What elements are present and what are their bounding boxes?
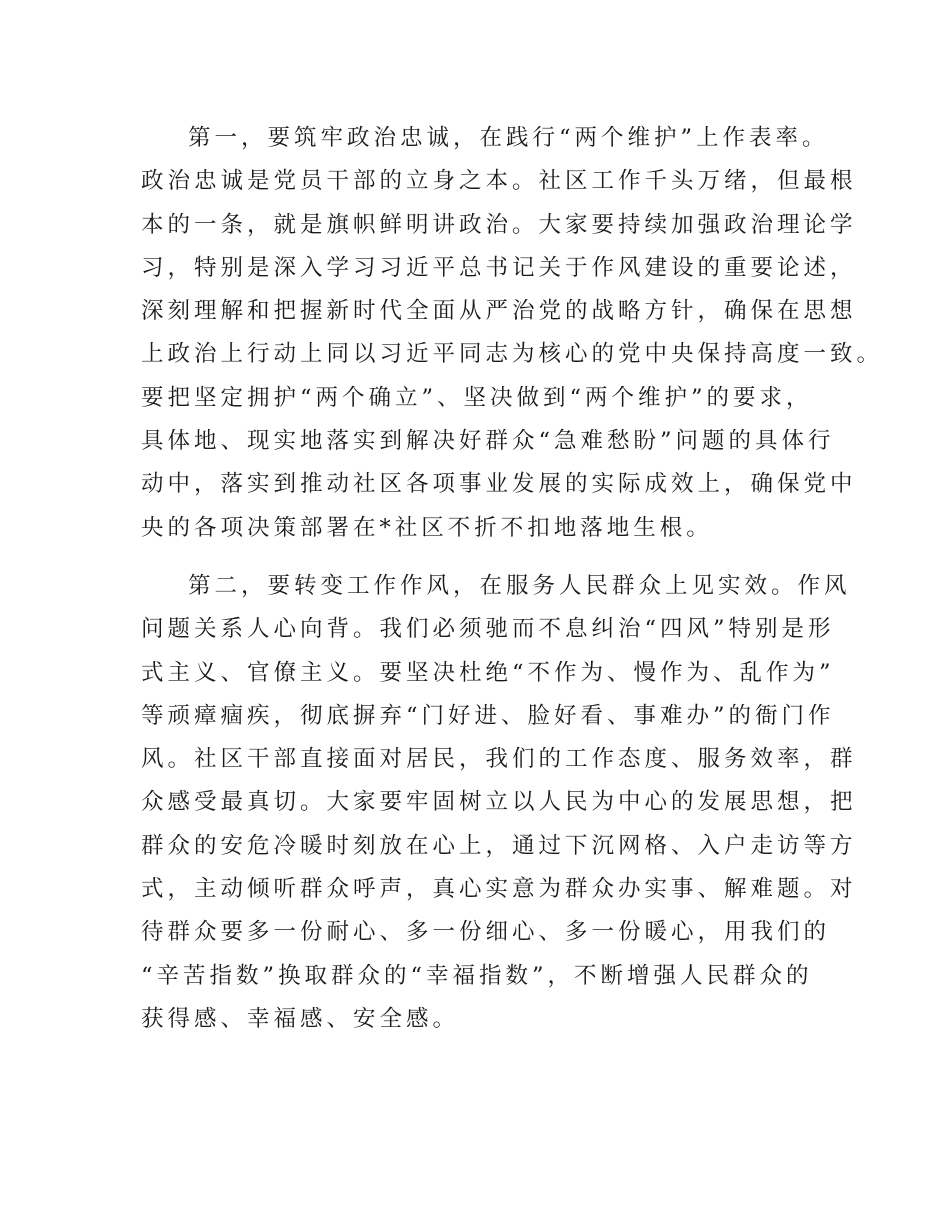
paragraph-line: 获得感、幸福感、安全感。 [141,1005,460,1032]
paragraph-line: 政治忠诚是党员干部的立身之本。社区工作千头万绪，但最根 [141,168,857,195]
paragraph-line: 上政治上行动上同以习近平同志为核心的党中央保持高度一致。 [141,341,884,368]
paragraph-line: 本的一条，就是旗帜鲜明讲政治。大家要持续加强政治理论学 [141,211,857,238]
paragraph-line: 问题关系人心向背。我们必须驰而不息纠治“四风”特别是形 [141,616,835,643]
paragraph-line: 风。社区干部直接面对居民，我们的工作态度、服务效率，群 [141,746,857,773]
paragraph-line: 央的各项决策部署在*社区不折不扣地落地生根。 [141,514,713,541]
paragraph-line: 式主义、官僚主义。要坚决杜绝“不作为、慢作为、乱作为” [141,659,835,686]
paragraph-line: 等顽瘴痼疾，彻底摒弃“门好进、脸好看、事难办”的衙门作 [141,702,835,729]
paragraph-1 [141,117,884,550]
paragraph-line: 式，主动倾听群众呼声，真心实意为群众办实事、解难题。对 [141,876,857,903]
paragraph-line: 第一，要筑牢政治忠诚，在践行“两个维护”上作表率。 [188,125,829,151]
paragraph-line: 动中，落实到推动社区各项事业发展的实际成效上，确保党中 [141,471,857,498]
document-body [141,117,884,1041]
paragraph-line: 群众的安危冷暖时刻放在心上，通过下沉网格、入户走访等方 [141,832,857,859]
paragraph-line: 第二，要转变工作作风，在服务人民群众上见实效。作风 [188,572,851,599]
paragraph-line: 习，特别是深入学习习近平总书记关于作风建设的重要论述， [141,254,857,281]
paragraph-line: 要把坚定拥护“两个确立”、坚决做到“两个维护”的要求， [141,384,813,411]
paragraph-2 [141,565,857,1041]
paragraph-line: 待群众要多一份耐心、多一份细心、多一份暖心，用我们的 [141,919,831,946]
paragraph-line: 众感受最真切。大家要牢固树立以人民为中心的发展思想，把 [141,789,857,816]
paragraph-line: 具体地、现实地落实到解决好群众“急难愁盼”问题的具体行 [141,428,835,455]
paragraph-line: “辛苦指数”换取群众的“幸福指数”，不断增强人民群众的 [141,962,813,989]
paragraph-line: 深刻理解和把握新时代全面从严治党的战略方针，确保在思想 [141,298,857,325]
paragraph-spacer [141,550,831,565]
